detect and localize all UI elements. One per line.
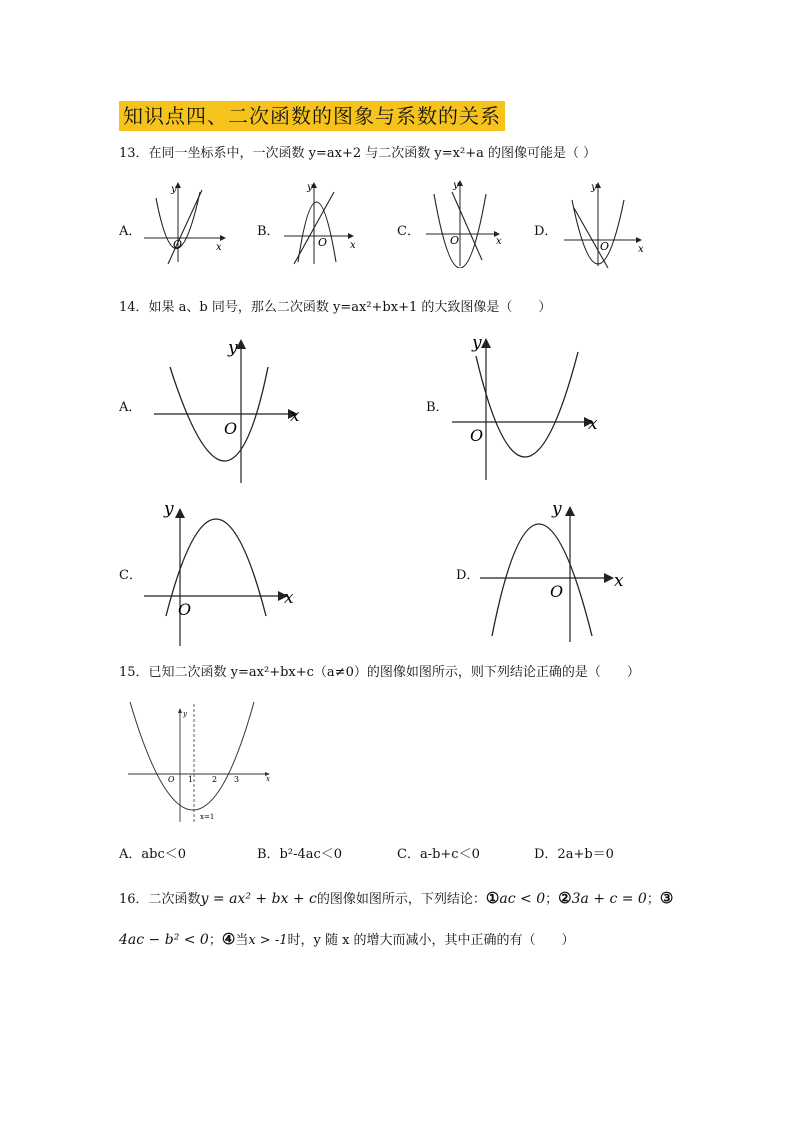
q16-marker-2: ② [558,889,572,907]
q14-graph-c [140,498,302,648]
q14-graph-d [478,496,628,646]
q15-graph [126,700,276,826]
x-label: x [290,406,300,426]
y-label: y [164,499,174,519]
q13-option-c-label: C． [397,224,420,239]
origin-label: O [550,582,564,601]
x-arrow [220,235,226,241]
q14-option-d-label: D． [456,568,480,583]
q16-c4-text: 当 [235,933,249,948]
tick-3: 3 [234,775,240,784]
q14-option-c-label: C． [119,568,142,583]
x-label: x [216,242,222,253]
origin-label: O [600,240,610,253]
x-label: x [614,571,624,591]
q16-c4-condition: x > -1 [248,933,288,948]
x-arrow [636,237,642,243]
parabola [492,524,592,636]
q15-answer-d: D．2a+b＝0 [534,847,614,862]
x-arrow [604,573,614,583]
q13-graph-c [422,174,512,268]
q16-line-1 [119,888,673,910]
q16-conclusion-1: ac < 0 [499,891,546,907]
q14-option-a-label: A． [119,400,142,415]
y-arrow [565,506,575,516]
q14-graph-a [148,333,308,488]
y-label: y [453,180,459,191]
q16-line-2 [119,929,575,951]
q14-option-b-label: B． [426,400,449,415]
y-label: y [183,710,187,718]
q15-answer-c: C．a-b+c＜0 [397,847,480,862]
line [168,190,202,264]
origin-label: O [450,234,460,247]
parabola [476,352,578,457]
y-label: y [591,182,597,193]
q16-mid: 的图像如图所示，下列结论： [316,892,486,907]
y-arrow [178,708,182,713]
tick-origin: O [168,775,175,784]
symmetry-label: x=1 [200,813,215,821]
y-label: y [171,184,177,195]
y-arrow [175,508,185,518]
section-title: 知识点四、二次函数的图象与系数的关系 [119,101,505,131]
origin-label: O [224,419,238,438]
q16-c4-rest: 时，y 随 x 的增大而减小，其中正确的有（ ） [287,933,575,948]
q16-marker-1: ① [485,889,500,907]
y-arrow [481,338,491,348]
x-label: x [284,588,294,608]
y-label: y [472,333,482,353]
y-label: y [552,499,562,519]
q13-graph-a [140,178,230,268]
q13-graph-d [560,178,650,270]
y-label: y [307,182,313,193]
q16-marker-3: ③ [659,889,674,907]
q16-sep-3: ； [208,933,222,948]
y-label: y [228,338,238,358]
origin-label: O [470,426,484,445]
q16-sep-2: ； [646,892,660,907]
tick-2: 2 [212,775,218,784]
x-label: x [638,244,644,255]
q16-formula: y = ax² + bx + c [200,891,317,907]
q16-conclusion-2: 3a + c = 0 [571,891,647,907]
x-arrow [348,233,354,239]
tick-1: 1 [188,775,194,784]
q13-graph-b [280,176,364,268]
q16-prefix: 16．二次函数 [119,892,201,907]
q15-answer-a: A．abc＜0 [119,847,187,862]
q13-option-b-label: B． [257,224,280,239]
origin-label: O [178,600,192,619]
line [452,192,482,260]
q13-option-a-label: A． [119,224,142,239]
q13-stem: 13．在同一坐标系中，一次函数 y=ax+2 与二次函数 y=x²+a 的图像可能是（ ） [119,146,597,161]
q16-conclusion-3: 4ac − b² < 0 [119,932,209,948]
x-label: x [266,775,270,783]
origin-label: O [318,236,328,249]
parabola [298,202,336,262]
x-label: x [588,414,598,434]
q16-sep-1: ； [545,892,559,907]
x-label: x [350,240,356,251]
q15-answer-b: B．b²-4ac＜0 [257,847,343,862]
origin-label: O [173,238,183,251]
q13-option-d-label: D． [534,224,558,239]
q15-stem: 15．已知二次函数 y=ax²+bx+c（a≠0）的图像如图所示，则下列结论正确的是（ ） [119,665,640,680]
parabola [130,702,254,810]
q14-stem: 14．如果 a、b 同号，那么二次函数 y=ax²+bx+1 的大致图像是（ ） [119,300,552,315]
q14-graph-b [450,330,610,485]
q16-marker-4: ④ [221,930,236,948]
x-label: x [496,236,502,247]
